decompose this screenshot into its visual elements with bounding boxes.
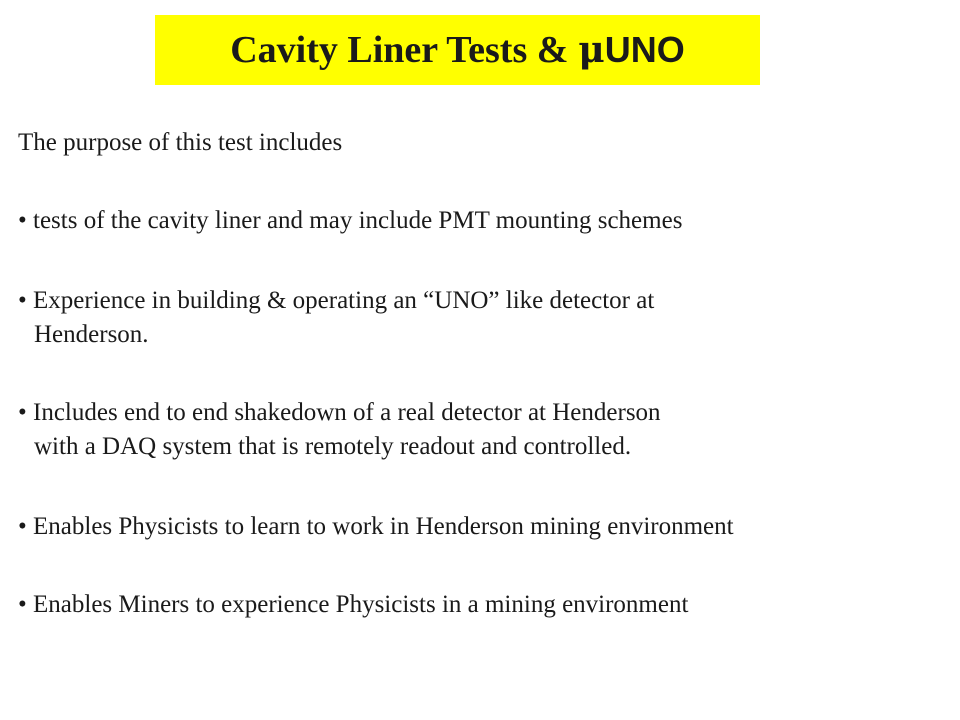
title-banner xyxy=(155,15,760,85)
bullet-1-line-1: • tests of the cavity liner and may include PMT mounting schemes xyxy=(18,207,683,234)
intro-text: The purpose of this test includes xyxy=(18,129,343,156)
title-mu-symbol: μ xyxy=(578,29,605,71)
title-text: Cavity Liner Tests & xyxy=(230,29,569,71)
bullet-3-line-1: • Includes end to end shakedown of a real detector at Henderson xyxy=(18,399,661,426)
bullet-4-line-1: • Enables Physicists to learn to work in Henderson mining environment xyxy=(18,513,734,540)
bullet-2-line-1: • Experience in building & operating an “UNO” like detector at xyxy=(18,287,655,314)
bullet-2-line-2: Henderson. xyxy=(34,321,149,348)
bullet-3-line-2: with a DAQ system that is remotely readout and controlled. xyxy=(34,433,632,460)
bullet-5-line-1: • Enables Miners to experience Physicists in a mining environment xyxy=(18,591,689,618)
title-uno-text: UNO xyxy=(604,29,685,70)
